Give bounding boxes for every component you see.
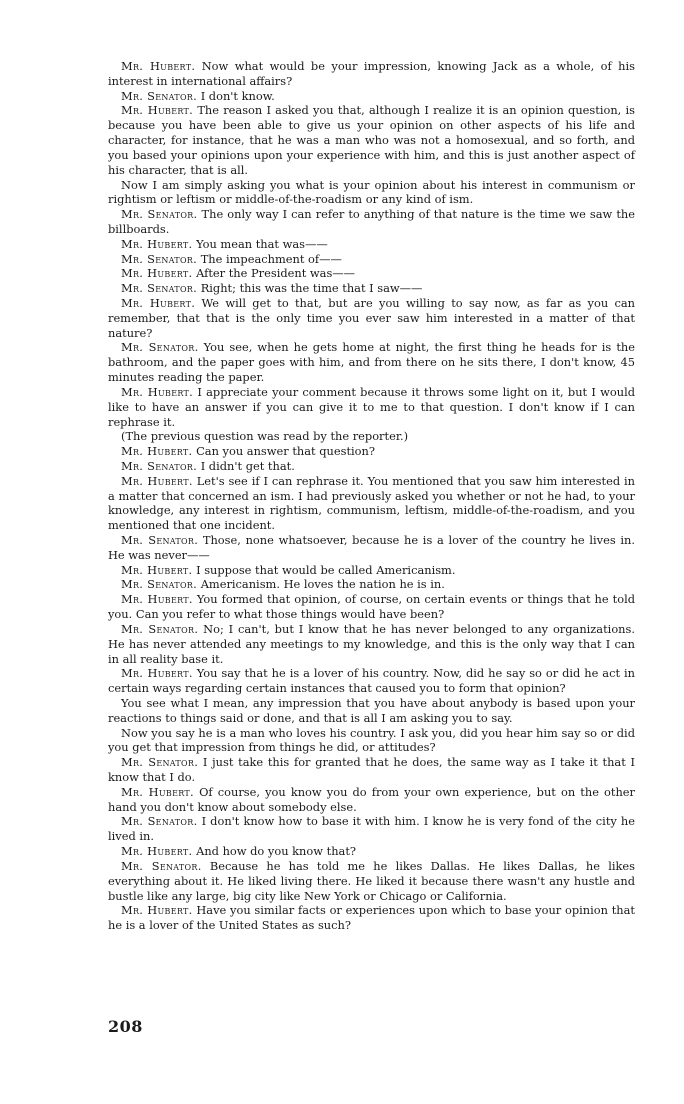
speaker-name: Mr. Senator. <box>121 577 198 592</box>
paragraph-text: The only way I can refer to anything of that nature is the time we saw the billboards. <box>108 207 635 236</box>
speaker-name: Mr. Hubert. <box>121 103 194 118</box>
transcript-paragraph <box>108 207 635 237</box>
speaker-name: Mr. Hubert. <box>121 266 193 281</box>
paragraph-text: You see, when he gets home at night, the first thing he heads for is the bathroom, and the paper goes with him, and from there on he sits there, I don't know, 45 minutes reading the paper. <box>108 340 635 385</box>
transcript-paragraph <box>108 563 635 578</box>
speaker-name: Mr. Hubert. <box>121 844 193 859</box>
speaker-name: Mr. Hubert. <box>121 444 193 459</box>
transcript-paragraph <box>108 592 635 622</box>
paragraph-text: I just take this for granted that he does, the same way as I take it that I know that I do. <box>108 755 635 784</box>
speaker-name: Mr. Senator. <box>121 755 199 770</box>
transcript-paragraph <box>108 533 635 563</box>
paragraph-text: You mean that was—— <box>196 236 328 251</box>
transcript-paragraph <box>108 726 635 756</box>
transcript-paragraph <box>108 296 635 340</box>
paragraph-text: I suppose that would be called Americanism. <box>196 562 456 577</box>
paragraph-text: We will get to that, but are you willing to say now, as far as you can remember, that that is the only time you ever saw him interested in a matter of that nature? <box>108 296 635 340</box>
paragraph-text: Have you similar facts or experiences upon which to base your opinion that he is a lover of the United States as such? <box>108 903 635 933</box>
transcript-paragraph <box>108 252 635 267</box>
transcript-paragraph <box>108 178 635 208</box>
speaker-name: Mr. Hubert. <box>121 384 194 399</box>
speaker-name: Mr. Senator. <box>121 533 199 547</box>
speaker-name: Mr. Hubert. <box>121 562 193 577</box>
paragraph-text: I didn't get that. <box>200 458 295 473</box>
transcript-paragraph <box>108 89 635 104</box>
speaker-name: Mr. Hubert. <box>121 473 193 488</box>
transcript-paragraph <box>108 444 635 459</box>
paragraph-text: You say that he is a lover of his country. Now, did he say so or did he act in certain ways regarding certain instances that caused you to form that opinion? <box>108 666 635 696</box>
speaker-name: Mr. Senator. <box>121 88 198 103</box>
speaker-name: Mr. Hubert. <box>121 903 193 918</box>
speaker-name: Mr. Senator. <box>121 458 198 473</box>
speaker-name: Mr. Senator. <box>121 251 198 266</box>
speaker-name: Mr. Senator. <box>121 281 198 296</box>
paragraph-text: I don't know how to base it with him. I know he is very fond of the city he lived in. <box>108 814 635 844</box>
paragraph-text: I don't know. <box>200 88 275 103</box>
transcript-paragraph <box>108 577 635 592</box>
transcript-paragraph <box>108 59 635 89</box>
paragraph-text: Now what would be your impression, knowing Jack as a whole, of his interest in international affairs? <box>108 59 636 88</box>
transcript-body <box>108 59 635 933</box>
speaker-name: Mr. Hubert. <box>121 592 193 607</box>
paragraph-text: And how do you know that? <box>196 844 357 859</box>
paragraph-text: I appreciate your comment because it throws some light on it, but I would like to have an answer if you can give it to me to that question. I don't know if I can rephrase it. <box>108 384 636 429</box>
transcript-paragraph <box>108 785 635 815</box>
paragraph-text: Now I am simply asking you what is your opinion about his interest in communism or rightism or leftism or middle-of-the-roadism or any kind of ism. <box>108 177 635 207</box>
transcript-paragraph <box>108 844 635 859</box>
speaker-name: Mr. Senator. <box>121 621 199 636</box>
transcript-paragraph <box>108 474 635 533</box>
transcript-paragraph <box>108 622 635 666</box>
speaker-name: Mr. Senator. <box>121 340 199 355</box>
paragraph-text: After the President was—— <box>196 266 356 281</box>
speaker-name: Mr. Hubert. <box>121 59 196 73</box>
speaker-name: Mr. Senator. <box>121 207 198 222</box>
paragraph-text: Let's see if I can rephrase it. You mentioned that you saw him interested in a matter that concerned an ism. I had previously asked you whether or not he had, to your knowledge, any interest in rightism, communism, leftism, middle-of-the-roadism, and you mentioned that one incident. <box>108 473 636 533</box>
transcript-paragraph <box>108 755 635 785</box>
transcript-paragraph <box>108 340 635 384</box>
paragraph-text: You see what I mean, any impression that you have about anybody is based upon your reactions to things said or done, and that is all I am asking you to say. <box>108 695 635 725</box>
paragraph-text: No; I can't, but I know that he has never belonged to any organizations. He has never attended any meetings to my knowledge, and this is the only way that I can in all reality base it. <box>108 621 635 666</box>
transcript-paragraph <box>108 814 635 844</box>
transcript-paragraph <box>108 103 635 177</box>
paragraph-text: Can you answer that question? <box>196 444 375 459</box>
paragraph-text: Those, none whatsoever, because he is a lover of the country he lives in. He was never—— <box>108 533 635 562</box>
transcript-paragraph <box>108 385 635 429</box>
paragraph-text: Of course, you know you do from your own experience, but on the other hand you don't know about somebody else. <box>108 784 635 814</box>
paragraph-text: Americanism. He loves the nation he is in. <box>200 577 445 592</box>
speaker-name: Mr. Hubert. <box>121 666 193 681</box>
paragraph-text: (The previous question was read by the reporter.) <box>121 429 409 444</box>
transcript-paragraph <box>108 237 635 252</box>
paragraph-text: Right; this was the time that I saw—— <box>200 281 423 296</box>
transcript-paragraph <box>108 696 635 726</box>
speaker-name: Mr. Hubert. <box>121 236 193 251</box>
speaker-name: Mr. Hubert. <box>121 784 194 799</box>
speaker-name: Mr. Hubert. <box>121 296 196 310</box>
transcript-paragraph <box>108 266 635 281</box>
paragraph-text: Because he has told me he likes Dallas. He likes Dallas, he likes everything about it. He liked living there. He liked it because there wasn't any hustle and bustle like any large, big city like New York or Chicago or California. <box>108 858 636 903</box>
speaker-name: Mr. Senator. <box>121 814 198 829</box>
transcript-paragraph <box>108 903 635 933</box>
transcript-paragraph <box>108 859 635 903</box>
paragraph-text: Now you say he is a man who loves his country. I ask you, did you hear him say so or did you get that impression from things he did, or attitudes? <box>108 725 635 755</box>
transcript-paragraph <box>108 459 635 474</box>
paragraph-text: You formed that opinion, of course, on certain events or things that he told you. Can you refer to what those things would have been? <box>108 592 636 622</box>
paragraph-text: The impeachment of—— <box>200 251 342 266</box>
transcript-paragraph <box>108 281 635 296</box>
transcript-paragraph <box>108 666 635 696</box>
speaker-name: Mr. Senator. <box>121 858 202 873</box>
page-number: 208 <box>108 1017 143 1036</box>
paragraph-text: The reason I asked you that, although I realize it is an opinion question, is because you have been able to give us your opinion on other aspects of his life and character, for instance, that he was a man who was not a homosexual, and so forth, and you based your opinions upon your experience with him, and this is just another aspect of his character, that is all. <box>108 103 635 177</box>
transcript-paragraph <box>108 429 635 444</box>
